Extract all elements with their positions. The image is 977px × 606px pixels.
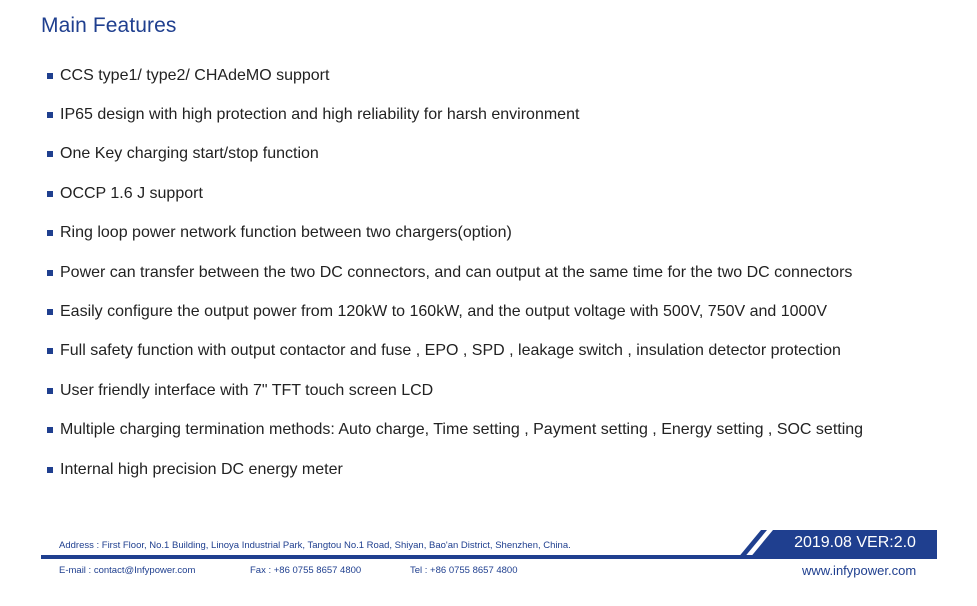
square-bullet-icon xyxy=(47,427,53,433)
feature-text: OCCP 1.6 J support xyxy=(60,184,203,202)
square-bullet-icon xyxy=(47,151,53,157)
feature-item xyxy=(47,332,863,371)
square-bullet-icon xyxy=(47,467,53,473)
feature-text: Internal high precision DC energy meter xyxy=(60,460,343,478)
footer-email[interactable]: E-mail : contact@Infypower.com xyxy=(59,565,196,576)
square-bullet-icon xyxy=(47,348,53,354)
feature-item xyxy=(47,253,863,292)
feature-item xyxy=(47,95,863,134)
feature-text: Multiple charging termination methods: Auto charge, Time setting , Payment setting , Energy setting , SOC setting xyxy=(60,421,864,439)
feature-item xyxy=(47,411,863,450)
feature-item xyxy=(47,214,863,253)
feature-text: Ring loop power network function between two chargers(option) xyxy=(60,224,512,242)
footer-address: Address : First Floor, No.1 Building, Linoya Industrial Park, Tangtou No.1 Road, Shiyan, Bao'an District, Shenzhen, China. xyxy=(59,540,571,551)
feature-text: CCS type1/ type2/ CHAdeMO support xyxy=(60,66,330,84)
feature-text: IP65 design with high protection and high reliability for harsh environment xyxy=(60,106,580,124)
feature-text: User friendly interface with 7" TFT touch screen LCD xyxy=(60,381,434,399)
footer-tel: Tel : +86 0755 8657 4800 xyxy=(410,565,518,576)
square-bullet-icon xyxy=(47,112,53,118)
square-bullet-icon xyxy=(47,388,53,394)
feature-item xyxy=(47,56,863,95)
feature-item xyxy=(47,292,863,331)
square-bullet-icon xyxy=(47,230,53,236)
square-bullet-icon xyxy=(47,270,53,276)
feature-text: One Key charging start/stop function xyxy=(60,145,319,163)
square-bullet-icon xyxy=(47,73,53,79)
footer-fax: Fax : +86 0755 8657 4800 xyxy=(250,565,362,576)
feature-item xyxy=(47,371,863,410)
page-title: Main Features xyxy=(41,14,177,37)
feature-item xyxy=(47,450,863,489)
square-bullet-icon xyxy=(47,309,53,315)
feature-item xyxy=(47,174,863,213)
feature-item xyxy=(47,135,863,174)
version-label: 2019.08 VER:2.0 xyxy=(794,534,916,551)
features-list xyxy=(47,56,863,489)
square-bullet-icon xyxy=(47,191,53,197)
footer-website-link[interactable]: www.infypower.com xyxy=(802,563,917,578)
feature-text: Full safety function with output contactor and fuse , EPO , SPD , leakage switch , insulation detector protection xyxy=(60,342,841,360)
feature-text: Easily configure the output power from 120kW to 160kW, and the output voltage with 500V, 750V and 1000V xyxy=(60,303,828,321)
feature-text: Power can transfer between the two DC connectors, and can output at the same time for the two DC connectors xyxy=(60,263,853,281)
